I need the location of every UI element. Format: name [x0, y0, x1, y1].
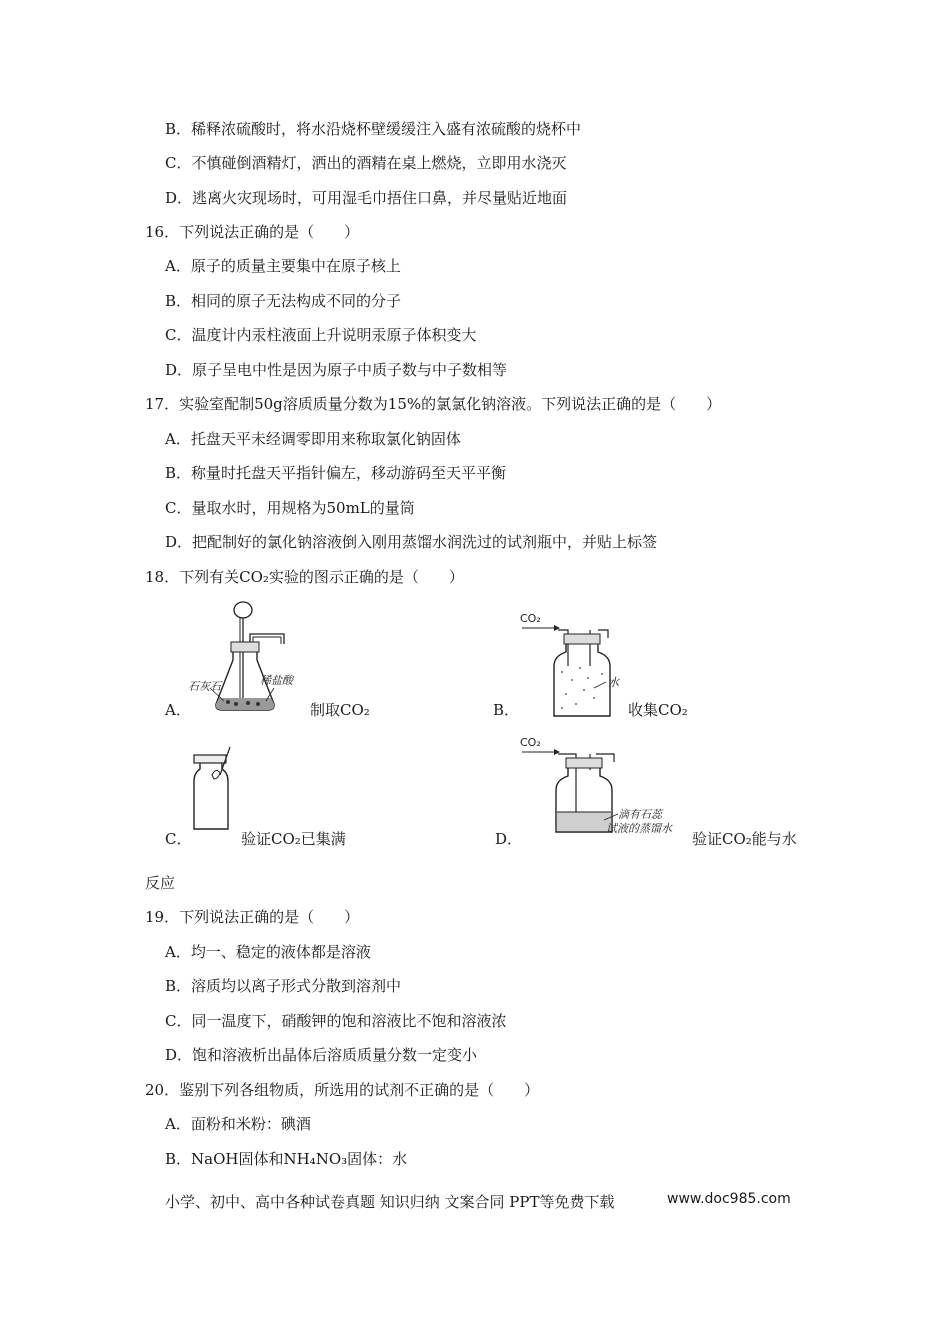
footer-url-link[interactable]: www.doc985.com: [667, 1191, 791, 1207]
q18-figure-d: [518, 734, 728, 838]
q18-figure-b: [518, 608, 628, 720]
q18-option-b-letter: B．: [493, 701, 520, 719]
flask-apparatus-icon: [188, 598, 298, 718]
q18-a-label-acid: 稀盐酸: [260, 674, 293, 687]
q20-option-a: A．面粉和米粉：碘酒: [165, 1115, 311, 1133]
q18-d-label-1: 滴有石蕊: [618, 808, 662, 821]
q18-b-gas-label: CO₂: [520, 612, 541, 625]
q17-option-d: D．把配制好的氯化钠溶液倒入刚用蒸馏水润洗过的试剂瓶中，并贴上标签: [165, 533, 658, 551]
q19-option-d: D．饱和溶液析出晶体后溶质质量分数一定变小: [165, 1046, 478, 1064]
q17-option-c: C．量取水时，用规格为50mL的量筒: [165, 499, 415, 517]
q18-option-b-caption: 收集CO₂: [628, 701, 688, 719]
q18-stem: 18．下列有关CO₂实验的图示正确的是（ ）: [145, 568, 464, 586]
q18-option-d-letter: D．: [495, 830, 523, 848]
bottle-with-splint-icon: [190, 745, 240, 835]
q16-option-a: A．原子的质量主要集中在原子核上: [165, 257, 401, 275]
q17-option-b: B．称量时托盘天平指针偏左，移动游码至天平平衡: [165, 464, 507, 482]
q19-option-c: C．同一温度下，硝酸钾的饱和溶液比不饱和溶液浓: [165, 1012, 507, 1030]
q17-option-a: A．托盘天平未经调零即用来称取氯化钠固体: [165, 430, 461, 448]
q18-figure-a: [188, 598, 298, 718]
q15-option-b: B．稀释浓硫酸时，将水沿烧杯壁缓缓注入盛有浓硫酸的烧杯中: [165, 120, 582, 138]
q15-option-d: D．逃离火灾现场时，可用湿毛巾捂住口鼻，并尽量贴近地面: [165, 189, 568, 207]
q18-d-gas-label: CO₂: [520, 736, 541, 749]
q18-d-label-2: 试液的蒸馏水: [606, 822, 672, 835]
q18-option-a-caption: 制取CO₂: [310, 701, 370, 719]
q18-option-d-caption: 验证CO₂能与水: [692, 830, 797, 848]
q19-option-b: B．溶质均以离子形式分散到溶剂中: [165, 977, 402, 995]
q16-option-d: D．原子呈电中性是因为原子中质子数与中子数相等: [165, 361, 508, 379]
q18-a-label-limestone: 石灰石: [188, 680, 221, 693]
q18-option-a-letter: A．: [165, 701, 191, 719]
q18-option-d-caption-cont: 反应: [145, 874, 176, 892]
q15-option-c: C．不慎碰倒酒精灯，洒出的酒精在桌上燃烧，立即用水浇灭: [165, 154, 567, 172]
q18-figure-c: [190, 745, 240, 835]
footer-text: 小学、初中、高中各种试卷真题 知识归纳 文案合同 PPT等免费下载: [165, 1193, 615, 1211]
bottle-with-litmus-icon: [518, 734, 728, 838]
q20-stem: 20．鉴别下列各组物质，所选用的试剂不正确的是（ ）: [145, 1081, 540, 1099]
gas-bottle-icon: [518, 608, 628, 720]
q19-option-a: A．均一、稳定的液体都是溶液: [165, 943, 371, 961]
q18-option-c-caption: 验证CO₂已集满: [241, 830, 346, 848]
q19-stem: 19．下列说法正确的是（ ）: [145, 908, 360, 926]
page-footer: [165, 1191, 791, 1212]
q20-option-b: B．NaOH固体和NH₄NO₃固体：水: [165, 1150, 408, 1168]
q16-stem: 16．下列说法正确的是（ ）: [145, 223, 360, 241]
q17-stem: 17．实验室配制50g溶质质量分数为15%的氯氯化钠溶液。下列说法正确的是（ ）: [145, 395, 722, 413]
q18-option-c-letter: C．: [165, 830, 192, 848]
q18-b-label-water: 水: [608, 676, 619, 689]
q16-option-b: B．相同的原子无法构成不同的分子: [165, 292, 402, 310]
q16-option-c: C．温度计内汞柱液面上升说明汞原子体积变大: [165, 326, 477, 344]
